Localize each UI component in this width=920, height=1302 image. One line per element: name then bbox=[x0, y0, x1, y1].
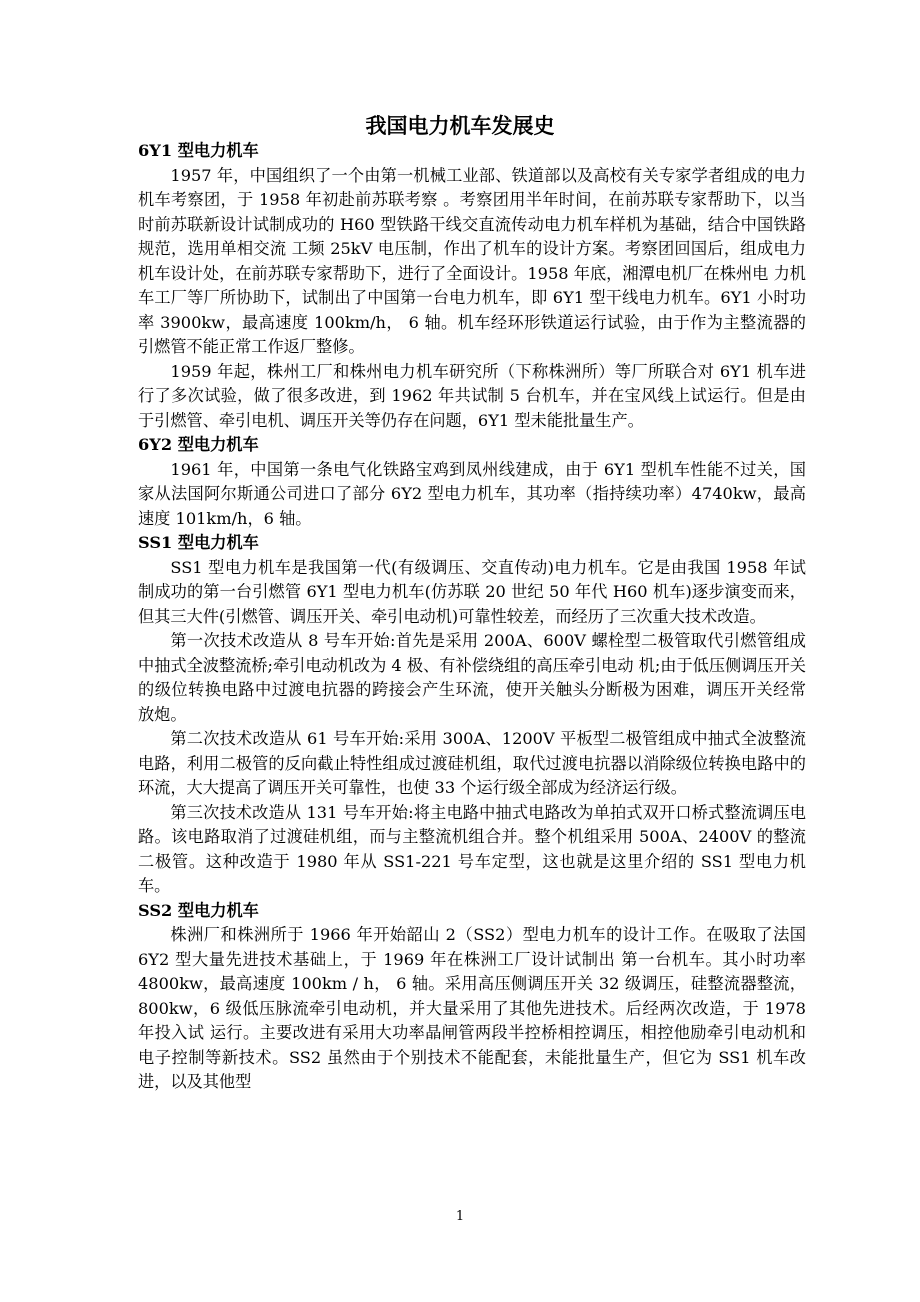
section-ss2 bbox=[138, 899, 806, 1095]
paragraph: 1957 年，中国组织了一个由第一机械工业部、铁道部以及高校有关专家学者组成的电力机车考察团，于 1958 年初赴前苏联考察 。考察团用半年时间，在前苏联专家帮助下，以当时前苏联新设计试制成功的 H60 型铁路干线交直流传动电力机车样机为基础，结合中国铁路规范，选用单相交流 工频 25kV 电压制，作出了机车的设计方案。考察团回国后，组成电力机车设计处，在前苏联专家帮助下，进行了全面设计。1958 年底，湘潭电机厂在株州电 力机车工厂等厂所协助下，试制出了中国第一台电力机车，即 6Y1 型干线电力机车。6Y1 小时功率 3900kw，最高速度 100km/h， 6 轴。机车经环形铁道运行试验，由于作为主整流器的引燃管不能正常工作返厂整修。 bbox=[138, 165, 806, 356]
section-heading: SS1 型电力机车 bbox=[138, 533, 259, 552]
section-heading: SS2 型电力机车 bbox=[138, 900, 259, 920]
paragraph: 第三次技术改造从 131 号车开始:将主电路中抽式电路改为单拍式双开口桥式整流调压电路。该电路取消了过渡硅机组，而与主整流机组合并。整个机组采用 500A、2400V 的整流二极管。这种改造于 1980 年从 SS1-221 号车定型，这也就是这里介绍的 SS1 型电力机车。 bbox=[138, 802, 806, 895]
paragraph: 1959 年起，株州工厂和株州电力机车研究所（下称株洲所）等厂所联合对 6Y1 机车进行了多次试验，做了很多改进，到 1962 年共试制 5 台机车，并在宝风线上试运行。但是由于引燃管、牵引电机、调压开关等仍存在问题，6Y1 型未能批量生产。 bbox=[138, 361, 806, 430]
paragraph: 株洲厂和株洲所于 1966 年开始韶山 2（SS2）型电力机车的设计工作。在吸取了法国 6Y2 型大量先进技术基础上，于 1969 年在株洲工厂设计试制出 第一台机车。其小时功率 4800kw，最高速度 100km / h， 6 轴。采用高压侧调压开关 32 级调压，硅整流器整流，800kw，6 级低压脉流牵引电动机，并大量采用了其他先进技术。后经两次改造，于 1978 年投入试 运行。主要改进有采用大功率晶闸管两段半控桥相控调压，相控他励牵引电动机和电子控制等新技术。SS2 虽然由于个别技术不能配套，未能批量生产，但它为 SS1 机车改进，以及其他型 bbox=[138, 925, 806, 1091]
section-6y1 bbox=[138, 139, 806, 433]
section-heading: 6Y2 型电力机车 bbox=[138, 435, 259, 454]
page-number: 1 bbox=[455, 1209, 465, 1224]
section-ss1 bbox=[138, 531, 806, 899]
paragraph: 1961 年，中国第一条电气化铁路宝鸡到凤州线建成，由于 6Y1 型机车性能不过关，国家从法国阿尔斯通公司进口了部分 6Y2 型电力机车，其功率（指持续功率）4740kw，最高速度 101km/h，6 轴。 bbox=[138, 459, 806, 528]
document-body bbox=[138, 139, 806, 1095]
paragraph: SS1 型电力机车是我国第一代(有级调压、交直传动)电力机车。它是由我国 1958 年试制成功的第一台引燃管 6Y1 型电力机车(仿苏联 20 世纪 50 年代 H60 机车)逐步演变而来，但其三大件(引燃管、调压开关、牵引电动机)可靠性较差，而经历了三次重大技术改造。 bbox=[138, 557, 806, 626]
section-heading: 6Y1 型电力机车 bbox=[138, 141, 259, 160]
paragraph: 第一次技术改造从 8 号车开始:首先是采用 200A、600V 螺栓型二极管取代引燃管组成中抽式全波整流桥;牵引电动机改为 4 极、有补偿绕组的高压牵引电动 机;由于低压侧调压开关的级位转换电路中过渡电抗器的跨接会产生环流，使开关触头分断极为困难，调压开关经常 放炮。 bbox=[138, 631, 806, 724]
document-title: 我国电力机车发展史 bbox=[365, 113, 555, 138]
paragraph: 第二次技术改造从 61 号车开始:采用 300A、1200V 平板型二极管组成中抽式全波整流电路，利用二极管的反向截止特性组成过渡硅机组，取代过渡电抗器以消除级位转换电路中的环流，大大提高了调压开关可靠性，也使 33 个运行级全部成为经济运行级。 bbox=[138, 729, 806, 797]
section-6y2 bbox=[138, 433, 806, 531]
